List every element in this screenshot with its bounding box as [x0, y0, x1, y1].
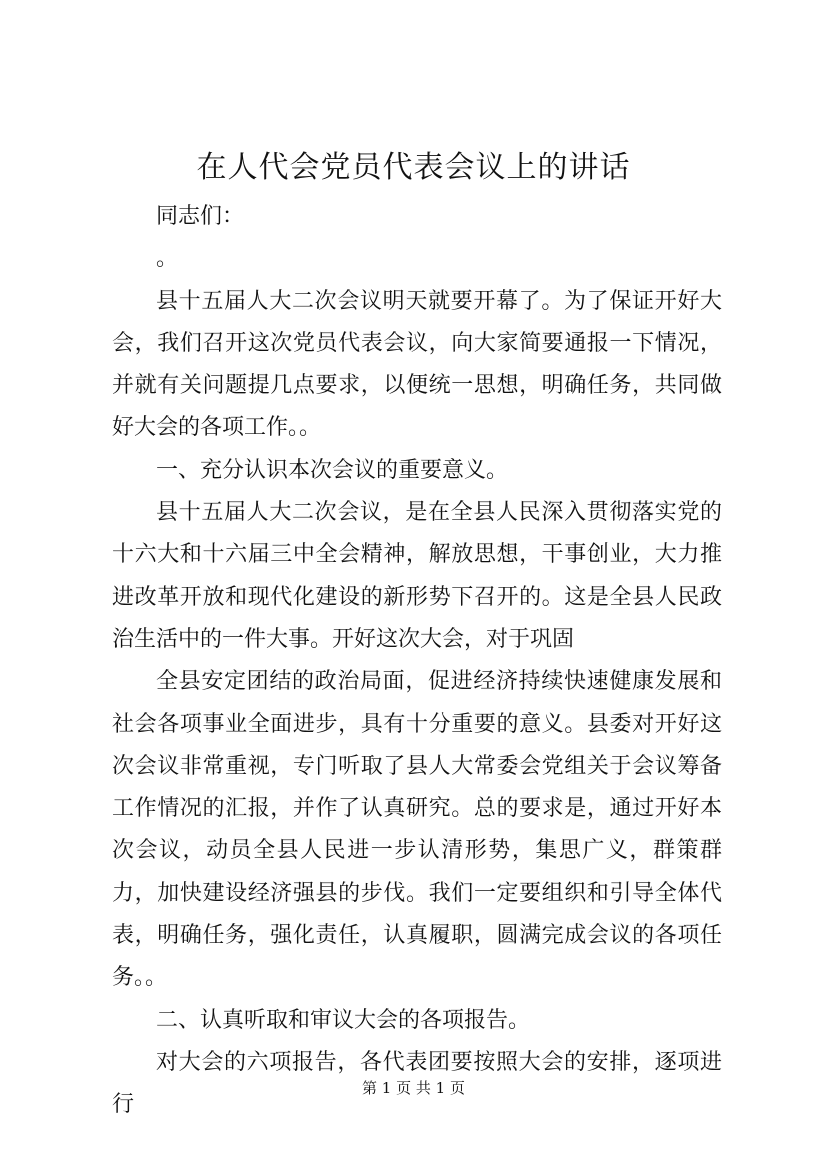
body-paragraph: 对大会的六项报告，各代表团要按照大会的安排，逐项进行 — [112, 1049, 722, 1118]
page-footer: 第 1 页 共 1 页 — [362, 1079, 465, 1097]
body-paragraph: 县十五届人大二次会议，是在全县人民深入贯彻落实党的十六大和十六届三中全会精神，解放思想，干事创业，大力推进改革开放和现代化建设的新形势下召开的。这是全县人民政治生活中的一件大事。开好这次大会，对于巩固 — [112, 500, 722, 652]
section-heading-2: 二、认真听取和审议大会的各项报告。 — [156, 1007, 531, 1033]
body-paragraph: 县十五届人大二次会议明天就要开幕了。为了保证开好大会，我们召开这次党员代表会议，向大家简要通报一下情况，并就有关问题提几点要求，以便统一思想，明确任务，共同做好大会的各项工作。。 — [112, 288, 722, 441]
body-paragraph: 全县安定团结的政治局面，促进经济持续快速健康发展和社会各项事业全面进步，具有十分重要的意义。县委对开好这次会议非常重视，专门听取了县人大常委会党组关于会议筹备工作情况的汇报，并作了认真研究。总的要求是，通过开好本次会议，动员全县人民进一步认清形势，集思广义，群策群力，加快建设经济强县的步伐。我们一定要组织和引导全体代表，明确任务，强化责任，认真履职，圆满完成会议的各项任务。。 — [112, 669, 722, 991]
document-body — [112, 196, 722, 1127]
salutation-paragraph: 同志们： — [156, 204, 245, 229]
body-paragraph: 。 — [156, 246, 179, 272]
document-title: 在人代会党员代表会议上的讲话 — [196, 150, 631, 185]
section-heading-1: 一、充分认识本次会议的重要意义。 — [156, 457, 509, 483]
